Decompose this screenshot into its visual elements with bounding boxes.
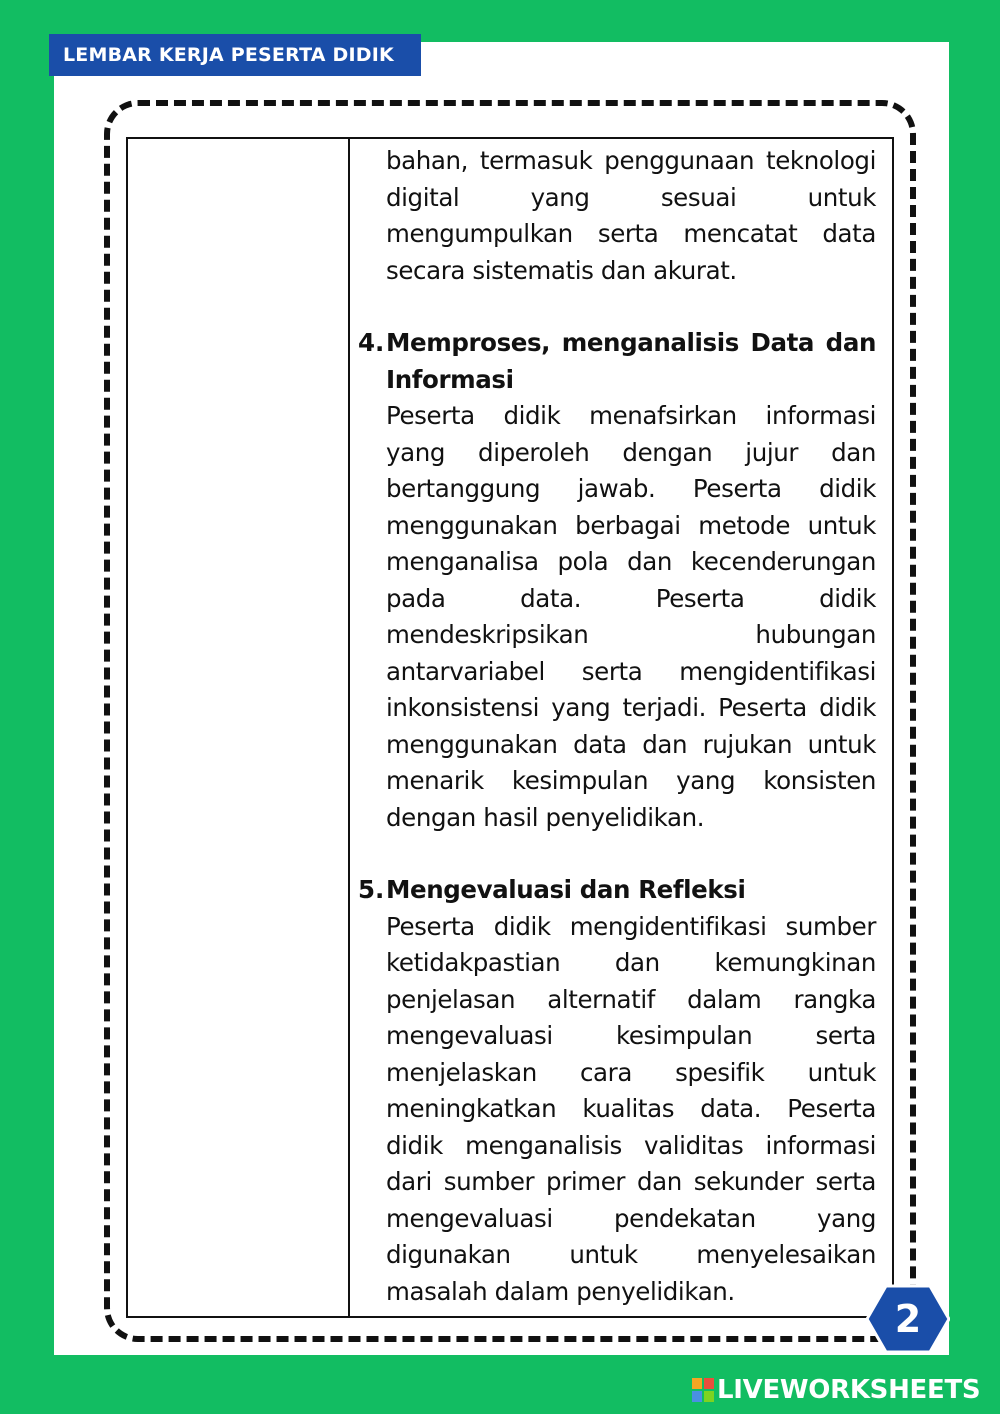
list-item-heading xyxy=(358,325,876,398)
table-column-divider xyxy=(348,139,350,1316)
page-number-badge xyxy=(866,1284,950,1354)
table-content-cell xyxy=(358,143,876,1310)
list-item-body: Peserta didik mengidentifikasi sumber ketidakpastian dan kemungkinan penjelasan alternatif dalam rangka mengevaluasi kesimpulan serta menjelaskan cara spesifik untuk meningkatkan kualitas data. Peserta didik menganalisis validitas informasi dari sumber primer dan sekunder serta mengevaluasi pendekatan yang digunakan untuk menyelesaikan masalah dalam penyelidikan. xyxy=(386,911,876,1306)
page-number: 2 xyxy=(894,1297,922,1341)
list-item-title: Memproses, menganalisis Data dan Informasi xyxy=(386,328,876,394)
liveworksheets-logo-icon xyxy=(692,1378,714,1402)
worksheet-header-label: LEMBAR KERJA PESERTA DIDIK xyxy=(49,34,421,76)
list-item xyxy=(358,325,876,836)
brand-name: LIVEWORKSHEETS xyxy=(717,1375,981,1405)
liveworksheets-branding[interactable] xyxy=(692,1374,980,1406)
list-item-title: Mengevaluasi dan Refleksi xyxy=(386,875,746,904)
list-item-number: 4. xyxy=(358,328,385,357)
list-item-body: Peserta didik menafsirkan informasi yang diperoleh dengan jujur dan bertanggung jawab. Peserta didik menggunakan berbagai metode untuk menganalisa pola dan kecenderungan pada data. Peserta didik mendeskripsikan hubungan antarvariabel serta mengidentifikasi inkonsistensi yang terjadi. Peserta didik menggunakan data dan rujukan untuk menarik kesimpulan yang konsisten dengan hasil penyelidikan. xyxy=(386,401,876,832)
list-item xyxy=(358,872,876,1310)
list-item-number: 5. xyxy=(358,875,385,904)
list-item-heading xyxy=(358,872,876,909)
intro-paragraph: bahan, termasuk penggunaan teknologi digital yang sesuai untuk mengumpulkan serta mencatat data secara sistematis dan akurat. xyxy=(386,146,876,285)
